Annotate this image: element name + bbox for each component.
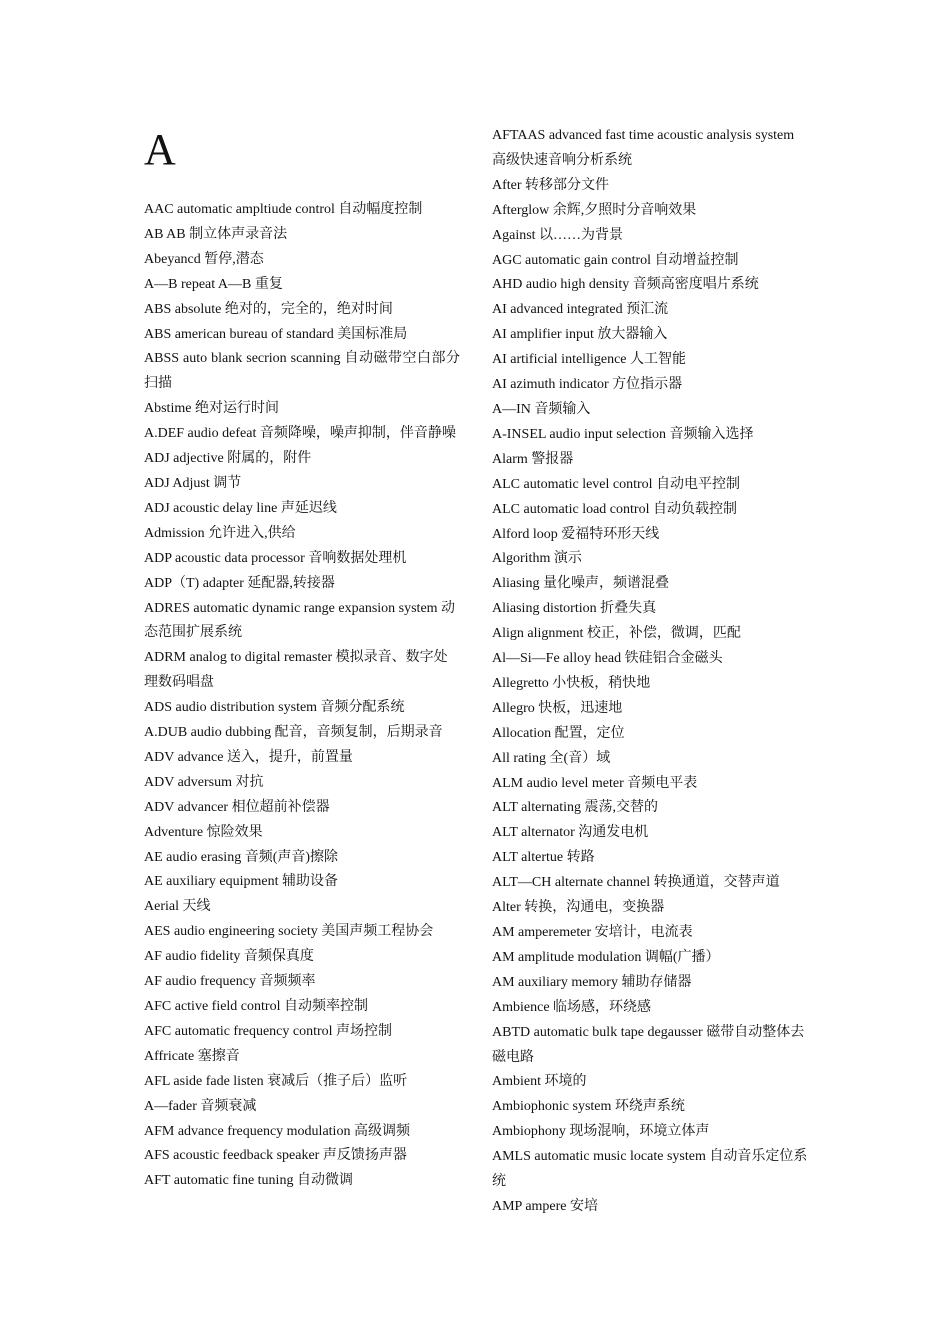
glossary-entry: AMLS automatic music locate system 自动音乐定位系统 [492,1149,808,1190]
glossary-entry: Aliasing distortion 折叠失真 [492,601,657,617]
glossary-entry: AFS acoustic feedback speaker 声反馈扬声器 [144,1148,407,1164]
glossary-entry: ALT alternator 沟通发电机 [492,825,649,841]
glossary-entry: Allegretto 小快板，稍快地 [492,675,651,691]
glossary-entry: ALT altertue 转路 [492,850,595,866]
glossary-entry: Ambiophony 现场混响，环境立体声 [492,1124,710,1140]
glossary-entry: Against 以……为背景 [492,227,624,243]
glossary-entry: A.DUB audio dubbing 配音，音频复制，后期录音 [144,725,443,741]
glossary-entry: ADP acoustic data processor 音响数据处理机 [144,550,407,566]
glossary-entry: AB AB 制立体声录音法 [144,226,288,242]
glossary-entry: AFT automatic fine tuning 自动微调 [144,1173,353,1189]
glossary-entry: ADRM analog to digital remaster 模拟录音、数字处理数码唱盘 [144,650,448,691]
glossary-entry: Ambience 临场感，环绕感 [492,999,652,1015]
glossary-entry: ABTD automatic bulk tape degausser 磁带自动整体去磁电路 [492,1024,805,1065]
glossary-entry: Align alignment 校正，补偿，微调，匹配 [492,626,741,642]
glossary-entry: ADP（T) adapter 延配器,转接器 [144,575,335,591]
glossary-entry: ADJ adjective 附属的，附件 [144,451,312,467]
glossary-entry: Alarm 警报器 [492,451,574,467]
glossary-entry: AFTAAS advanced fast time acoustic analysis system 高级快速音响分析系统 [492,128,795,168]
glossary-entry: ADV advancer 相位超前补偿器 [144,799,330,815]
glossary-entry: After 转移部分文件 [492,177,610,193]
glossary-entry: ALC automatic level control 自动电平控制 [492,476,741,492]
glossary-entry: Aliasing 量化噪声，频谱混叠 [492,576,669,592]
glossary-entry: AAC automatic ampltiude control 自动幅度控制 [144,202,423,217]
glossary-entry: Abstime 绝对运行时间 [144,401,279,417]
glossary-entry: ADJ Adjust 调节 [144,475,242,491]
glossary-entry: AI azimuth indicator 方位指示器 [492,377,683,393]
glossary-entry: Alford loop 爱福特环形天线 [492,526,660,542]
glossary-entry: Adventure 惊险效果 [144,824,263,840]
glossary-entry: ABS american bureau of standard 美国标准局 [144,326,408,342]
glossary-entry: ALT alternating 震荡,交替的 [492,800,659,816]
glossary-entry: AES audio engineering society 美国声频工程协会 [144,924,434,940]
left-column [144,198,460,1194]
glossary-entry: AHD audio high density 音频高密度唱片系统 [492,277,759,293]
glossary-entry: Afterglow 余辉,夕照时分音响效果 [492,202,697,218]
glossary-entry: AFM advance frequency modulation 高级调频 [144,1123,410,1139]
section-letter-heading: A [144,125,176,174]
glossary-entry: ALC automatic load control 自动负载控制 [492,501,737,517]
glossary-entry: ADRES automatic dynamic range expansion system 动态范围扩展系统 [144,600,456,641]
glossary-entry: ADJ acoustic delay line 声延迟线 [144,500,337,516]
glossary-entry: AI advanced integrated 预汇流 [492,302,669,318]
glossary-entry: ADS audio distribution system 音频分配系统 [144,700,405,716]
glossary-entry: Alter 转换，沟通电，变换器 [492,900,665,916]
glossary-entry: ADV adversum 对抗 [144,774,264,790]
glossary-entry: Aerial 天线 [144,899,211,915]
glossary-entry: Al—Si—Fe alloy head 铁硅铝合金磁头 [492,651,723,667]
glossary-entry: AE auxiliary equipment 辅助设备 [144,874,339,890]
glossary-entry: Ambient 环境的 [492,1074,587,1090]
glossary-entry: AFC automatic frequency control 声场控制 [144,1023,393,1039]
glossary-entry: A—IN 音频输入 [492,401,591,417]
glossary-entry: All rating 全(音）域 [492,750,611,766]
glossary-entry: A—B repeat A—B 重复 [144,276,283,292]
glossary-entry: AM amplitude modulation 调幅(广播） [492,949,720,965]
glossary-entry: AM auxiliary memory 辅助存储器 [492,974,692,990]
glossary-entry: Ambiophonic system 环绕声系统 [492,1099,685,1115]
glossary-entry: AFC active field control 自动频率控制 [144,999,368,1014]
glossary-entry: AF audio fidelity 音频保真度 [144,949,314,965]
glossary-entry: ALM audio level meter 音频电平表 [492,775,698,791]
glossary-entry: A.DEF audio defeat 音频降噪，噪声抑制，伴音静噪 [144,426,456,442]
glossary-entry: Algorithm 演示 [492,551,582,567]
right-column [492,124,810,1220]
glossary-entry: ADV advance 送入，提升，前置量 [144,749,353,765]
glossary-entry: ABS absolute 绝对的，完全的，绝对时间 [144,301,393,317]
glossary-entry: AF audio frequency 音频频率 [144,974,316,990]
glossary-entry: AI artificial intelligence 人工智能 [492,352,686,368]
glossary-entry: AMP ampere 安培 [492,1198,599,1214]
glossary-entry: Affricate 塞擦音 [144,1048,240,1064]
glossary-entry: ALT—CH alternate channel 转换通道，交替声道 [492,875,780,891]
glossary-entry: Allocation 配置，定位 [492,725,625,741]
glossary-entry: AGC automatic gain control 自动增益控制 [492,252,739,268]
glossary-entry: AI amplifier input 放大器输入 [492,327,668,343]
glossary-entry: AM amperemeter 安培计，电流表 [492,925,693,940]
glossary-entry: Admission 允许进入,供给 [144,525,296,541]
glossary-entry: Abeyancd 暂停,潜态 [144,251,264,267]
glossary-entry: A—fader 音频衰减 [144,1098,257,1114]
glossary-entry: Allegro 快板，迅速地 [492,700,623,716]
glossary-entry: ABSS auto blank secrion scanning 自动磁带空白部分扫描 [144,351,460,392]
glossary-entry: AFL aside fade listen 衰减后（推子后）监听 [144,1073,408,1089]
glossary-entry: AE audio erasing 音频(声音)擦除 [144,849,339,865]
glossary-entry: A-INSEL audio input selection 音频输入选择 [492,426,754,442]
